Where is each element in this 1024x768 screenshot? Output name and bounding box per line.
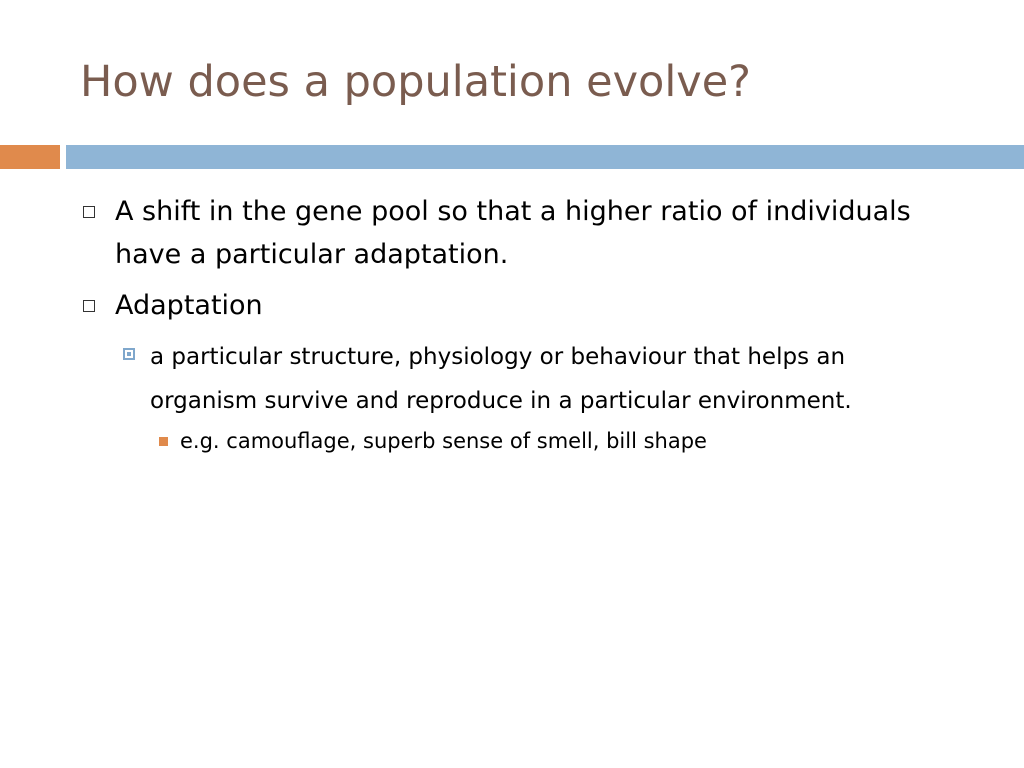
bullet-item bbox=[80, 190, 920, 276]
sub-sub-bullet-text: e.g. camouflage, superb sense of smell, bill shape bbox=[180, 429, 707, 453]
sub-sub-bullet-item bbox=[150, 423, 920, 459]
sub-bullet-item bbox=[115, 335, 920, 423]
accent-bar-blue bbox=[66, 145, 1024, 169]
sub-bullet-text: a particular structure, physiology or behaviour that helps an organism survive and reproduce in a particular environment. bbox=[150, 344, 852, 414]
bullet-text: Adaptation bbox=[115, 290, 263, 321]
accent-bar-orange bbox=[0, 145, 60, 169]
slide-title: How does a population evolve? bbox=[80, 57, 751, 107]
bullet-text: A shift in the gene pool so that a higher ratio of individuals have a particular adaptation. bbox=[115, 196, 911, 270]
framed-square-bullet-icon bbox=[123, 348, 135, 360]
bullet-item bbox=[80, 284, 920, 327]
slide-body bbox=[80, 190, 920, 459]
filled-square-bullet-icon bbox=[159, 437, 168, 446]
hollow-square-bullet-icon bbox=[83, 300, 95, 312]
hollow-square-bullet-icon bbox=[83, 206, 95, 218]
